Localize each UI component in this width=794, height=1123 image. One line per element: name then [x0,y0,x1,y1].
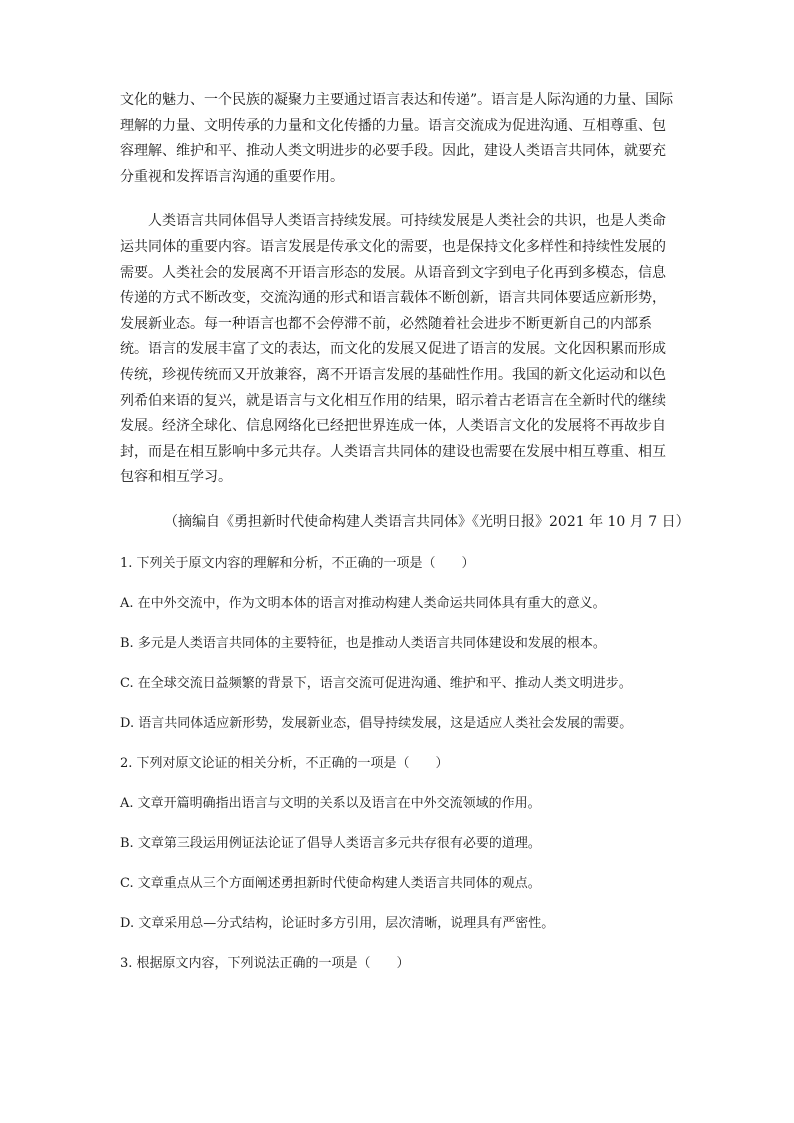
question-2 [120,753,674,935]
text-line: 容理解、维护和平、推动人类文明进步的必要手段。因此，建设人类语言共同体，就要充 [120,143,666,160]
option-b: B. 文章第三段运用例证法论证了倡导人类语言多元共存很有必要的道理。 [120,835,541,851]
text-line: 运共同体的重要内容。语言发展是传承文化的需要，也是保持文化多样性和持续性发展的 [120,238,666,255]
option-d: D. 文章采用总—分式结构，论证时多方引用，层次清晰，说理具有严密性。 [120,915,555,931]
option-d: D. 语言共同体适应新形势，发展新业态，倡导持续发展，这是适应人类社会发展的需要。 [120,715,633,731]
text-line: 需要。人类社会的发展离不开语言形态的发展。从语音到文字到电子化再到多模态，信息 [120,264,666,281]
option-a: A. 在中外交流中，作为文明本体的语言对推动构建人类命运共同体具有重大的意义。 [120,595,606,611]
option-a: A. 文章开篇明确指出语言与文明的关系以及语言在中外交流领域的作用。 [120,795,541,811]
paragraph-2 [120,209,674,491]
text-line: 传统，珍视传统而又开放兼容，离不开语言发展的基础性作用。我国的新文化运动和以色 [120,366,666,383]
text-line: 封，而是在相互影响中多元共存。人类语言共同体的建设也需要在发展中相互尊重、相互 [120,443,666,460]
question-stem: 2. 下列对原文论证的相关分析，不正确的一项是（ ） [120,755,449,771]
text-line: 发展新业态。每一种语言也都不会停滞不前，必然随着社会进步不断更新自己的内部系 [120,315,652,332]
question-stem: 3. 根据原文内容，下列说法正确的一项是（ ） [120,955,410,971]
text-line: 统。语言的发展丰富了文的表达，而文化的发展又促进了语言的发展。文化因积累而形成 [120,341,666,358]
paragraph-1 [120,88,674,190]
text-line: 发展。经济全球化、信息网络化已经把世界连成一体，人类语言文化的发展将不再故步自 [120,418,666,435]
text-line: 理解的力量、文明传承的力量和文化传播的力量。语言交流成为促进沟通、互相尊重、包 [120,117,666,134]
document-page [120,88,690,975]
option-c: C. 文章重点从三个方面阐述勇担新时代使命构建人类语言共同体的观点。 [120,875,541,891]
source-citation: （摘编自《勇担新时代使命构建人类语言共同体》《光明日报》2021 年 10 月 7 日） [164,513,690,530]
text-line: 列希伯来语的复兴，就是语言与文化相互作用的结果，昭示着古老语言在全新时代的继续 [120,392,666,409]
option-c: C. 在全球交流日益频繁的背景下，语言交流可促进沟通、维护和平、推动人类文明进步。 [120,675,632,691]
option-b: B. 多元是人类语言共同体的主要特征，也是推动人类语言共同体建设和发展的根本。 [120,635,606,651]
question-stem: 1. 下列关于原文内容的理解和分析，不正确的一项是（ ） [120,555,475,571]
text-line: 人类语言共同体倡导人类语言持续发展。可持续发展是人类社会的共识，也是人类命 [148,213,666,230]
question-1 [120,553,674,735]
text-line: 传递的方式不断改变，交流沟通的形式和语言载体不断创新，语言共同体要适应新形势， [120,290,666,307]
question-3 [120,953,674,975]
text-line: 包容和相互学习。 [120,469,232,486]
text-line: 文化的魅力、一个民族的凝聚力主要通过语言表达和传递”。语言是人际沟通的力量、国际 [120,92,674,108]
text-line: 分重视和发挥语言沟通的重要作用。 [120,168,344,185]
